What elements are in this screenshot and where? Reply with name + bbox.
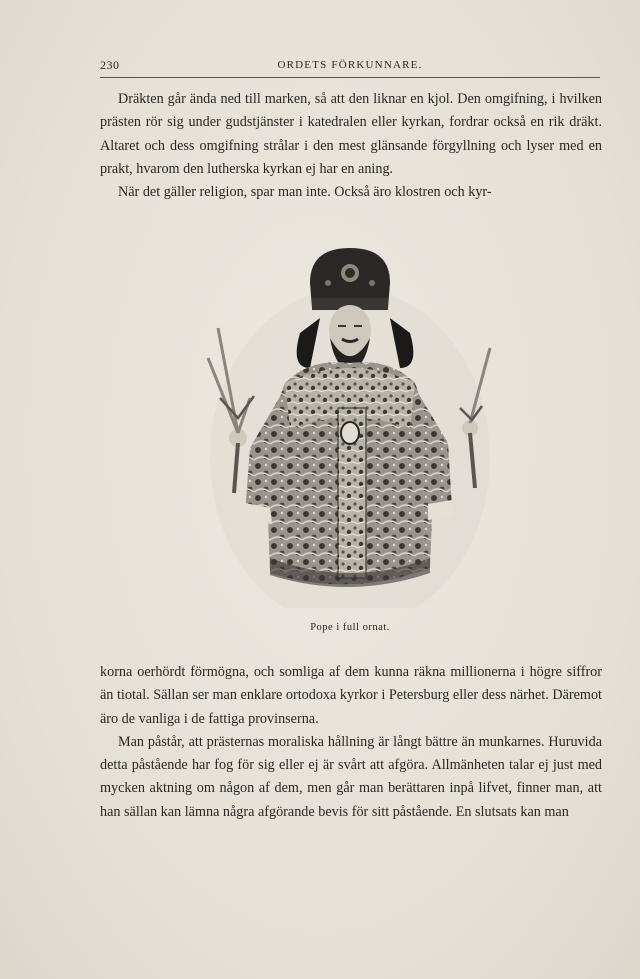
priest-photograph xyxy=(190,238,500,608)
paragraph: Man påstår, att prästernas moraliska hållning är långt bättre än munkarnes. Huruvida detta påstående har fog för sig eller ej är svårt att afgöra. Allmänheten talar ej just med mycken aktning om någon af dem, men går man berättaren inpå lifvet, finner man, att han sällan kan lämna några afgörande bevis för sitt påstående. En slutsats kan man xyxy=(100,733,602,820)
bottom-text-block xyxy=(100,661,602,824)
running-title: ORDETS FÖRKUNNARE. xyxy=(277,59,423,71)
paragraph: korna oerhördt förmögna, och somliga af dem kunna räkna millionerna i högre siffror än tiotal. Sällan ser man enklare ortodoxa kyrkor i Petersburg eller dess närhet. Däremot äro de vanliga i de fattiga provinserna. xyxy=(100,664,602,727)
priest-illustration xyxy=(190,238,500,608)
paragraph: Dräkten går ända ned till marken, så att den liknar en kjol. Den omgifning, i hvilken prästen rör sig under gudstjänster i katedralen eller kyrkan, fordrar också en rik dräkt. Altaret och dess omgifning strålar i den mest glänsande förgyllning och lyser med en prakt, hvarom den lutherska kyrkan ej har en aning. xyxy=(100,91,602,177)
top-text-block xyxy=(100,88,602,204)
header-rule xyxy=(100,77,600,78)
page-header xyxy=(100,58,600,76)
figure-caption: Pope i full ornat. xyxy=(310,622,390,633)
page-number: 230 xyxy=(100,58,120,72)
paragraph: När det gäller religion, spar man inte. Också äro klostren och kyr- xyxy=(118,184,492,201)
